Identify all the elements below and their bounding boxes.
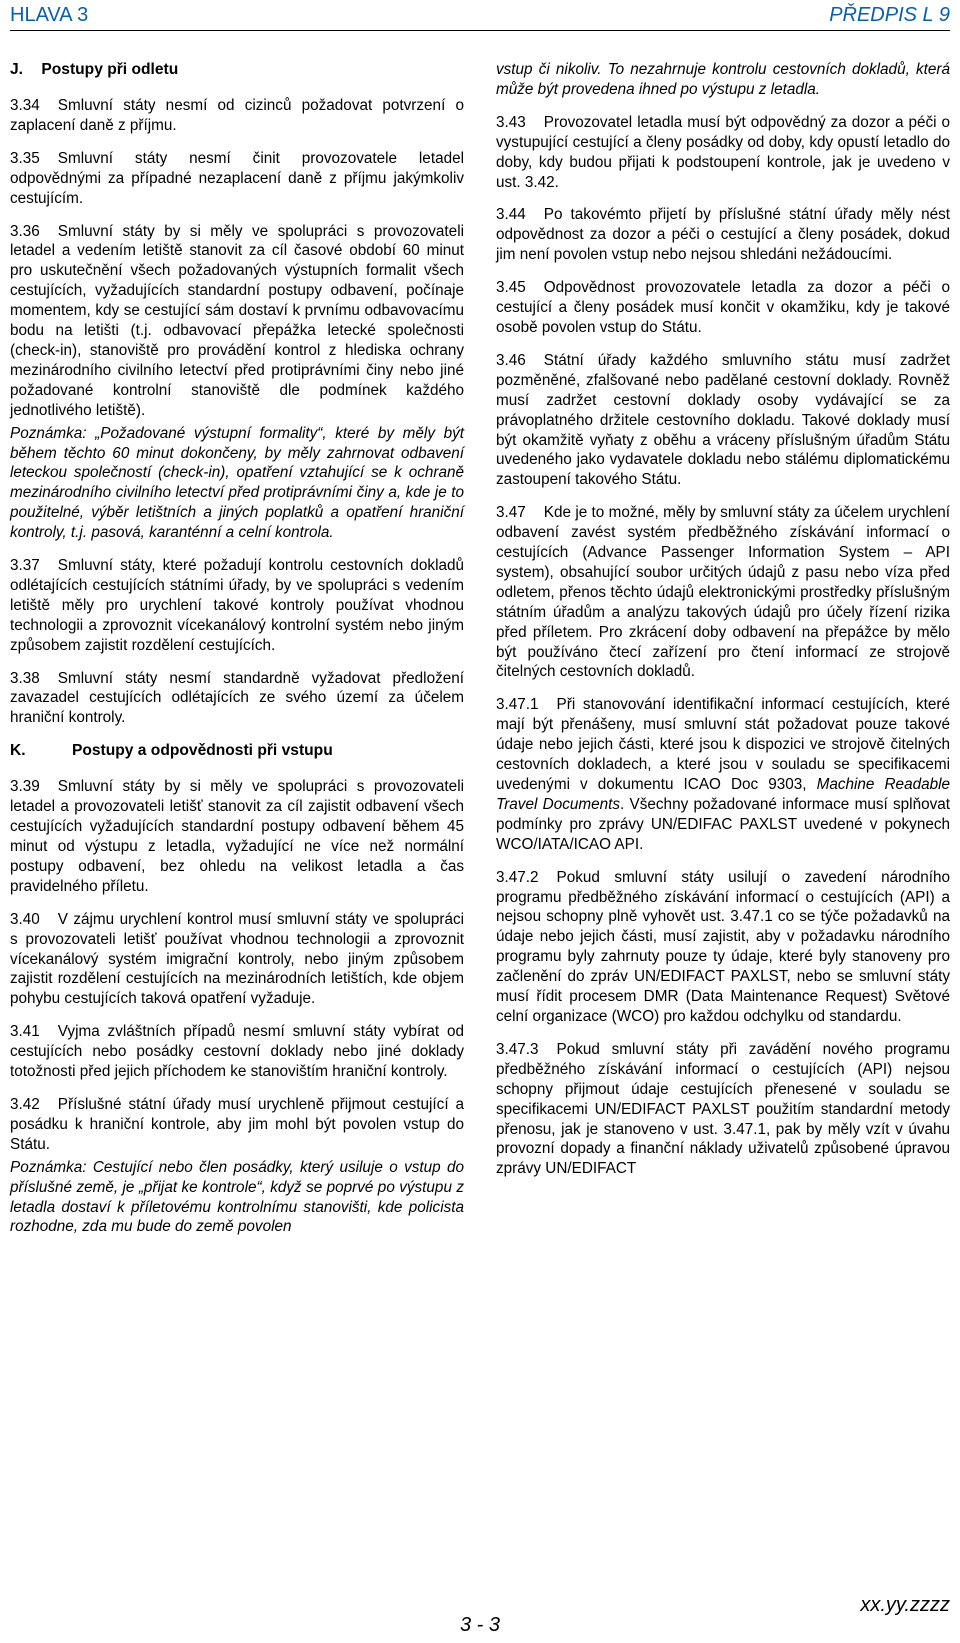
paragraph-number: 3.47.3 xyxy=(496,1040,539,1058)
paragraph-3-38 xyxy=(10,669,464,729)
paragraph-3-34 xyxy=(10,96,464,136)
paragraph-number: 3.46 xyxy=(496,351,526,369)
paragraph-3-44 xyxy=(496,205,950,265)
paragraph-text: Smluvní státy nesmí od cizinců požadovat potvrzení o zaplacení daně z příjmu. xyxy=(10,97,464,134)
paragraph-text: V zájmu urychlení kontrol musí smluvní státy ve spolupráci s provozovateli letišť používat vhodnou technologii a zprovoznit vícekanálový systém imigrační kontroly, nebo jiným způsobem zajistit rozdělení cestujících na mezinárodních letištích, kde objem pohybu cestujících taková opatření vyžaduje. xyxy=(10,910,464,1008)
note-3-36: Poznámka: „Požadované výstupní formality“, které by měly být během těchto 60 minut dokončeny, by měly zahrnovat odbavení leteckou společností (check-in), opatření vztahující se k ochraně mezinárodního civilního letectví před protiprávními činy a, kde je to použitelné, výběr letištních a jiných poplatků a opatření hraniční kontroly, t.j. pasová, karanténní a celní kontrola. xyxy=(10,424,464,542)
paragraph-number: 3.41 xyxy=(10,1023,40,1041)
paragraph-text-continued: . Všechny požadované informace musí splňovat podmínky pro zprávy UN/EDIFAC PAXLST uvedené v pokynech WCO/IATA/ICAO API. xyxy=(496,795,950,853)
paragraph-text: Smluvní státy, které požadují kontrolu cestovních dokladů odlétajících cestujících státními úřady, by ve spolupráci s vedením letiště měly pro urychlení takové kontroly používat vhodnou technologii a zprovoznit vícekanálový kontrolní systém nebo jiným způsobem zajistit rozdělení cestujících. xyxy=(10,557,464,654)
section-j-title: Postupy při odletu xyxy=(41,61,179,78)
paragraph-3-43 xyxy=(496,113,950,193)
paragraph-3-47 xyxy=(496,503,950,682)
page-number: 3 - 3 xyxy=(459,1614,501,1636)
note-3-42-continued: vstup či nikoliv. To nezahrnuje kontrolu cestovních dokladů, která může být provedena ihned po výstupu z letadla. xyxy=(496,61,950,98)
paragraph-3-47-2 xyxy=(496,868,950,1027)
paragraph-3-40 xyxy=(10,910,464,1010)
paragraph-number: 3.47.2 xyxy=(496,868,539,886)
section-k-label: K. xyxy=(10,742,26,760)
paragraph-text: Provozovatel letadla musí být odpovědný za dozor a péči o vystupující cestující a členy posádky od doby, kdy opustí letadlo do doby, kdy budou přijati k podstoupení kontrole, jak je uvedeno v ust. 3.42. xyxy=(496,113,950,191)
paragraph-number: 3.43 xyxy=(496,113,526,131)
paragraph-3-42 xyxy=(10,1095,464,1155)
paragraph-number: 3.35 xyxy=(10,149,40,167)
paragraph-3-37 xyxy=(10,556,464,656)
note-3-42: Poznámka: Cestující nebo člen posádky, který usiluje o vstup do příslušné země, je „přijat ke kontrole“, když se poprvé po výstupu z letadla dostaví k příletovému kontrolnímu stanovišti, kde policista rozhodne, zda mu bude do země povolen xyxy=(10,1158,464,1236)
paragraph-text: Smluvní státy by si měly ve spolupráci s provozovateli letadel a vedením letiště stanovit za cíl časové období 60 minut pro uskutečnění všech požadovaných výstupních formalit všech cestujících, vyžadujících standardní postupy odbavení, počínaje momentem, kdy se cestující sám dostaví k prvnímu odbavovacímu bodu na letišti (t.j. odbavovací přepážka letecké společnosti (check-in), stanoviště pro provádění kontrol z hlediska ochrany mezinárodního civilního letectví před protiprávními činy nebo jiné požadované kontrolní stanoviště dle podmínek každého jednotlivého letiště). xyxy=(10,222,464,419)
paragraph-number: 3.47.1 xyxy=(496,696,539,714)
page-header xyxy=(10,2,950,31)
section-k-title: Postupy a odpovědnosti při vstupu xyxy=(71,742,333,760)
paragraph-number: 3.44 xyxy=(496,206,526,224)
paragraph-text: Odpovědnost provozovatele letadla za dozor a péči o cestující a členy posádek musí končit v okamžiku, kdy je takové osobě povolen vstup do Státu. xyxy=(496,279,950,336)
paragraph-3-39 xyxy=(10,777,464,896)
paragraph-number: 3.37 xyxy=(10,557,40,575)
paragraph-number: 3.39 xyxy=(10,778,40,796)
paragraph-text: Příslušné státní úřady musí urychleně přijmout cestující a posádku k hraniční kontrole, aby jim mohl být povolen vstup do Státu. xyxy=(10,1095,464,1153)
paragraph-3-36 xyxy=(10,222,464,421)
paragraph-number: 3.45 xyxy=(496,279,526,297)
paragraph-number: 3.47 xyxy=(496,504,526,522)
paragraph-3-41 xyxy=(10,1022,464,1082)
section-k-heading xyxy=(10,741,464,761)
footer-date: xx.yy.zzzz xyxy=(860,1594,950,1616)
paragraph-text: Smluvní státy nesmí činit provozovatele letadel odpovědnými za případné nezaplacení daně z příjmu jakýmkoliv cestujícím. xyxy=(10,149,464,207)
section-j-label: J. xyxy=(10,61,24,78)
paragraph-number: 3.36 xyxy=(10,222,40,240)
left-column xyxy=(10,60,464,1250)
paragraph-number: 3.38 xyxy=(10,669,40,687)
paragraph-text: Smluvní státy nesmí standardně vyžadovat předložení zavazadel cestujících odlétajících ze svého území za účelem hraniční kontroly. xyxy=(10,669,464,727)
paragraph-text: Pokud smluvní státy při zavádění nového programu předběžného získávání informací o cestujících (API) nejsou schopny přijmout údaje cestujících přenesené v souladu se specifikacemi UN/EDIFACT PAXLST použitím standardní metody přenosu, jak je stanoveno v ust. 3.47.1, pak by měly vzít v úvahu provozní dopady a finanční náklady uživatelů způsobené úpravou zprávy UN/EDIFACT xyxy=(496,1040,950,1178)
paragraph-text: Vyjma zvláštních případů nesmí smluvní státy vybírat od cestujících nebo posádky cestovní doklady nebo jiné doklady totožnosti před jejich příchodem ke stanovištím hraniční kontroly. xyxy=(10,1023,464,1081)
annex-label: PŘEDPIS L 9 xyxy=(829,4,950,26)
paragraph-3-35 xyxy=(10,149,464,209)
chapter-label: HLAVA 3 xyxy=(10,4,89,26)
document-title: Machine Readable Travel Documents xyxy=(496,776,951,813)
paragraph-3-47-3 xyxy=(496,1040,950,1179)
paragraph-number: 3.34 xyxy=(10,97,40,114)
paragraph-number: 3.40 xyxy=(10,910,40,928)
paragraph-text: Smluvní státy by si měly ve spolupráci s provozovateli letadel a provozovateli letišť stanovit za cíl zajistit odbavení všech cestujících vyžadujících standardní postupy odbavení během 45 minut od výstupu z letadla, vyžadující ne více než normální postupy odbavení, bez ohledu na velikost letadla a čas pravidelného příletu. xyxy=(10,778,464,895)
paragraph-text: Státní úřady každého smluvního státu musí zadržet pozměněné, zfalšované nebo padělané cestovní doklady. Rovněž musí zadržet cestovní doklady osoby vydávající se za právoplatného držitele cestovního dokladu. Takové doklady musí být okamžitě vyňaty z oběhu a vráceny příslušným úřadům Státu uvedeného jako vydavatele dokladu nebo stálému diplomatickému zastoupení takového Státu. xyxy=(496,351,950,489)
paragraph-3-47-1 xyxy=(496,695,950,854)
paragraph-number: 3.42 xyxy=(10,1095,40,1113)
right-column xyxy=(496,60,950,1192)
paragraph-3-46 xyxy=(496,351,950,490)
paragraph-text: Po takovémto přijetí by příslušné státní úřady měly nést odpovědnost za dozor a péči o cestující a členy posádek, dokud jim není povolen vstup nebo nejsou shledáni nežádoucími. xyxy=(496,206,950,264)
paragraph-text: Kde je to možné, měly by smluvní státy za účelem urychlení odbavení zavést systém předběžného získávání informací o cestujících (Advance Passenger Information System – API system), obsahující soubor určitých údajů z pasu nebo víza před odletem, přenos těchto údajů elektronickými prostředky příslušným státním úřadům a analýzu takových údajů pro účely řízení rizika před příletem. Pro zkrácení doby odbavení na přepážce by mělo být používáno čtecí zařízení pro čtení informací ze strojově čitelných cestovních dokladů. xyxy=(496,504,950,681)
paragraph-3-45 xyxy=(496,278,950,338)
section-j-heading xyxy=(10,60,464,80)
paragraph-text: Při stanovování identifikační informací cestujících, které mají být přenášeny, musí smluvní stát požadovat pouze takové údaje nebo jejich části, které jsou k dispozici ve strojově čitelných cestovních dokladech, a které jsou v souladu se specifikacemi uvedenými v dokumentu ICAO Doc 9303, xyxy=(496,696,950,793)
paragraph-text: Pokud smluvní státy usilují o zavedení národního programu předběžného získávání informací o cestujících (API) a nejsou schopny plně vyhovět ust. 3.47.1 co se týče požadavků na údaje nebo jejich části, musí zajistit, aby v požadavku národního programu byly zahrnuty pouze ty údaje, které byly stanoveny pro začlenění do zpráv UN/EDIFACT PAXLST, nebo se smluvní státy musí řídit procesem DMR (Data Maintenance Request) Světové celní organizace (WCO) pro každou odchylku od standardu. xyxy=(496,868,950,1025)
